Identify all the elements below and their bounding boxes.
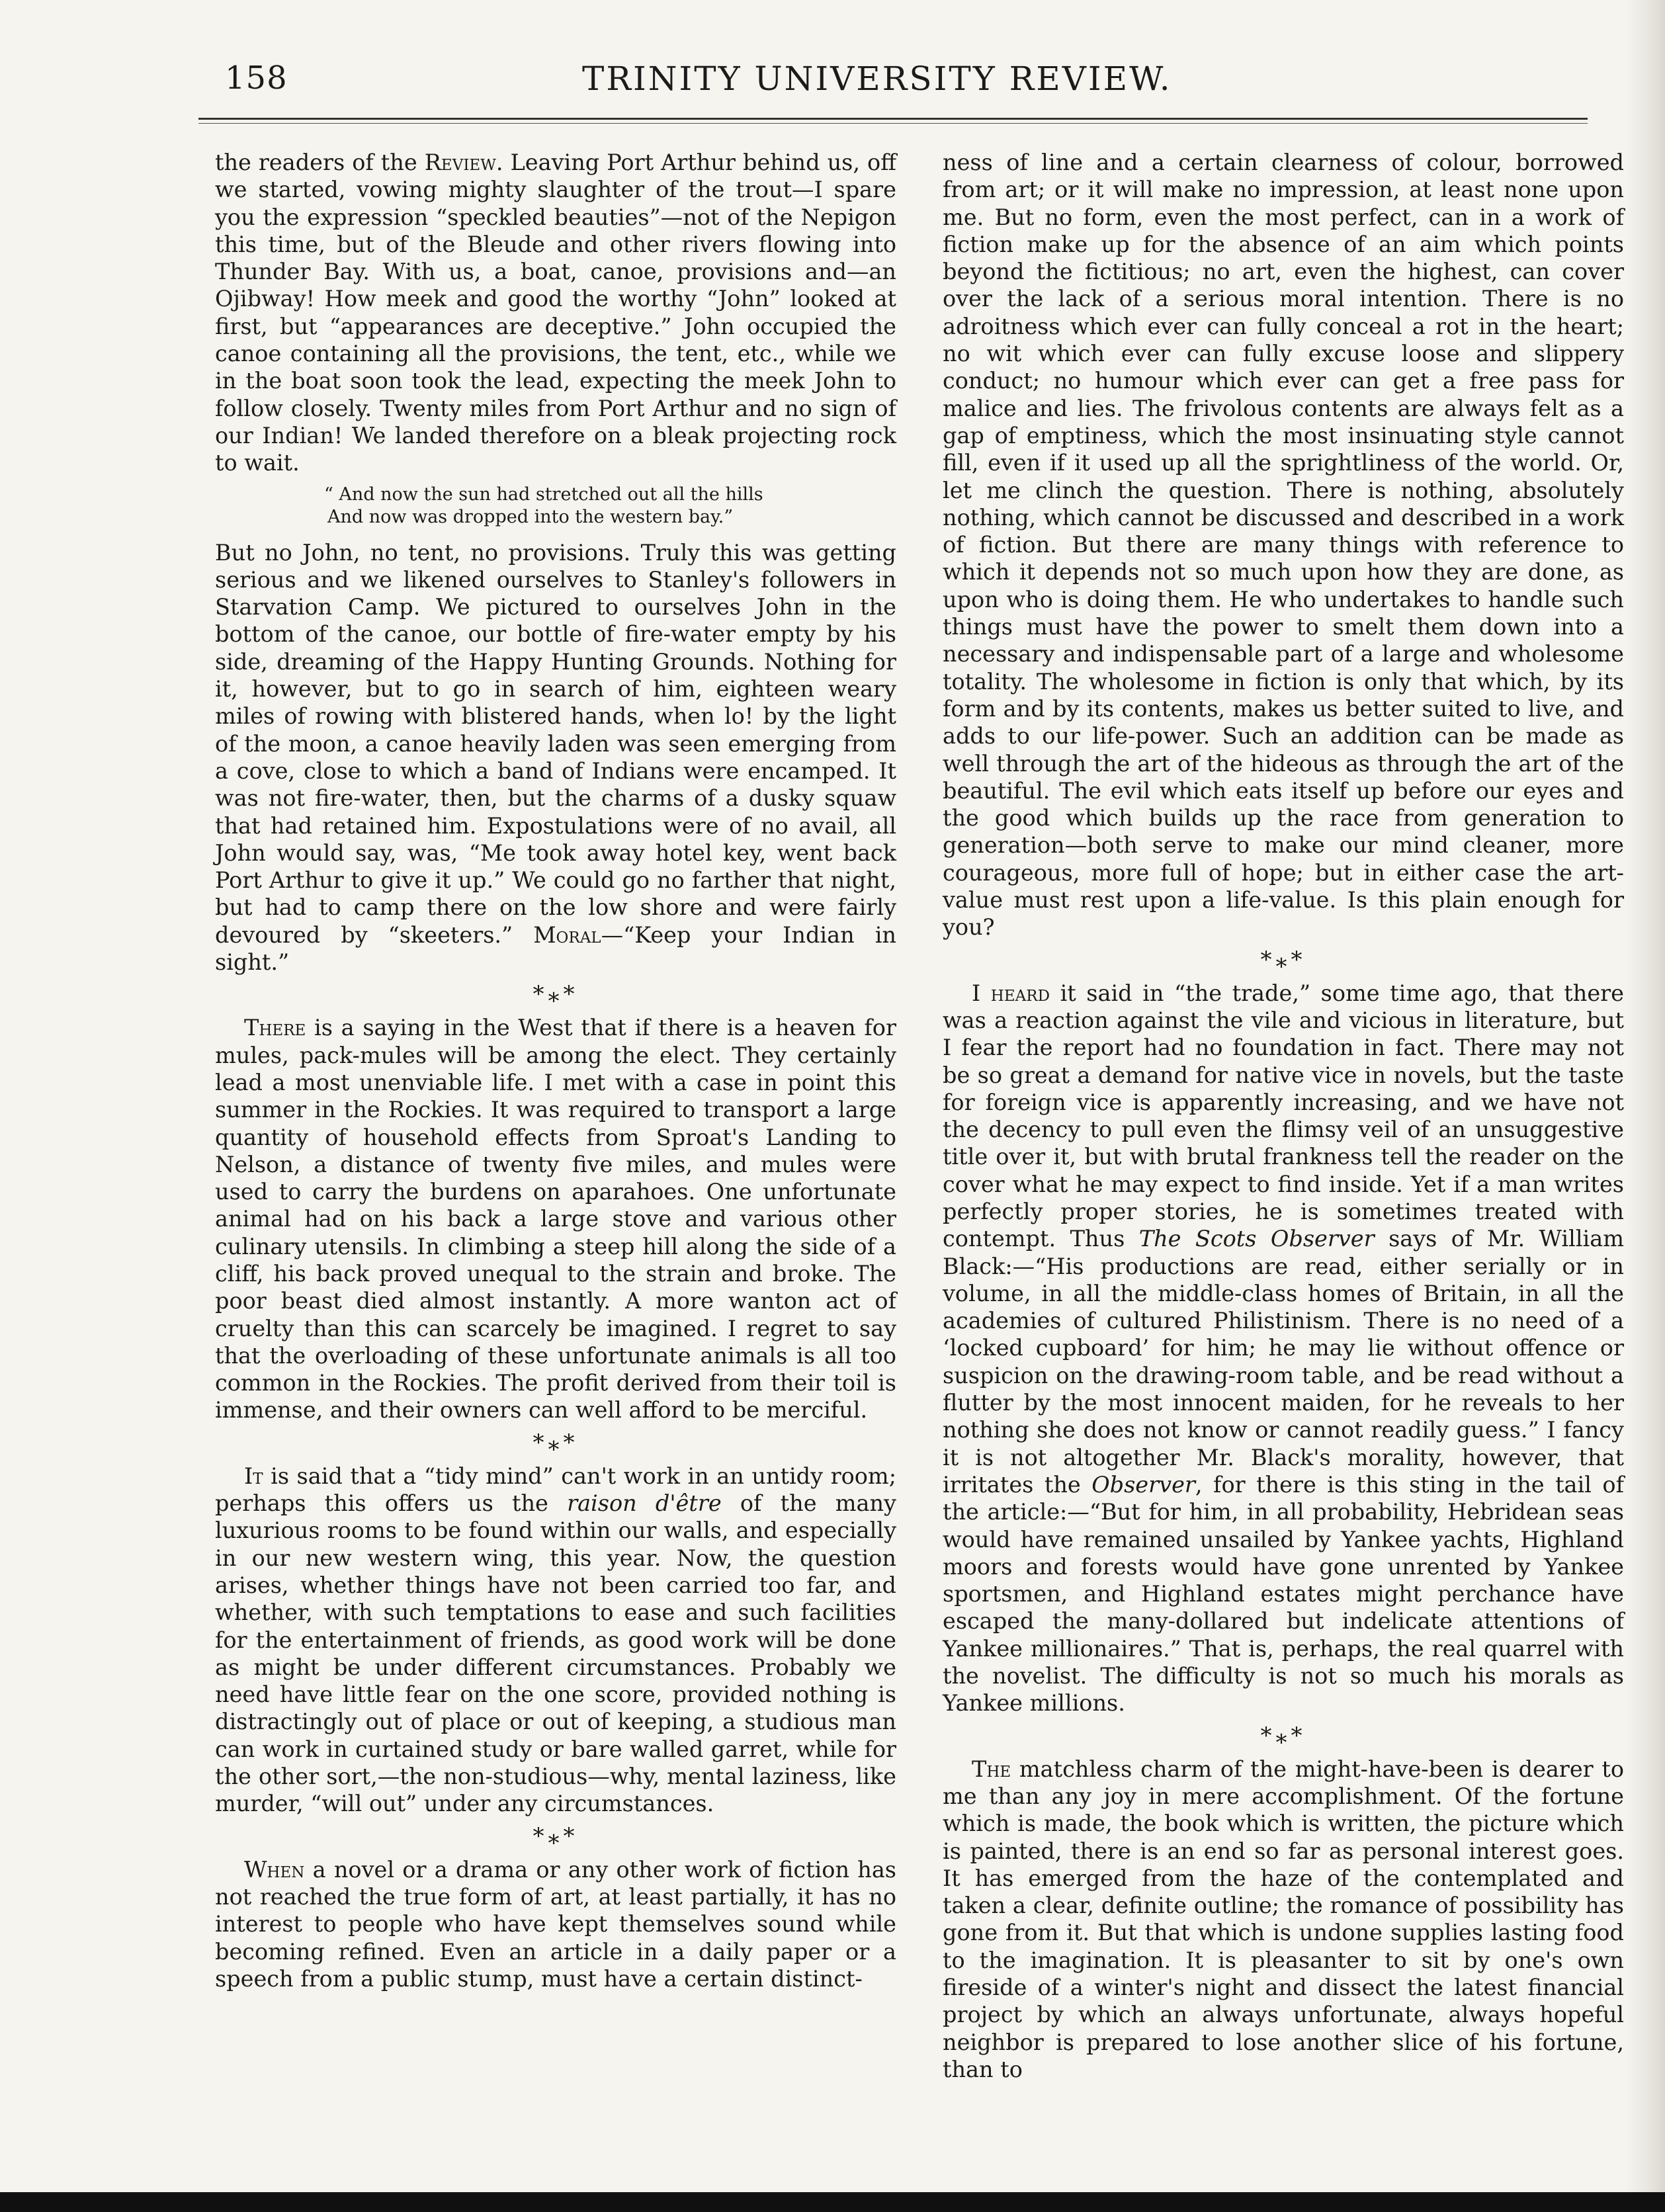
paragraph-fiction-continued: ness of line and a certain clearness of colour, borrowed from art; or it will make no impression, at least none upon me. But no form, even the most perfect, can in a work of fiction make up for the absence of an aim which points beyond the fictitious; no art, even the highest, can cover over the lack of a serious moral intention. There is no adroitness which ever can fully conceal a rot in the heart; no wit which ever can fully excuse loose and slippery conduct; no humour which ever can get a free pass for malice and lies. The frivolous contents are always felt as a gap of emptiness, which the most insinuating style cannot fill, even if it used up all the sprightliness of the world. Or, let me clinch the question. There is nothing, absolutely nothing, which cannot be discussed and described in a work of fiction. But there are many things with reference to which it depends not so much upon how they are done, as upon who is doing them. He who undertakes to handle such things must have the power to smelt them down into a necessary and indispensable part of a large and wholesome totality. The wholesome in fiction is only that which, by its form and by its contents, makes us better suited to live, and adds to our life-power. Such an addition can be made as well through the art of the hideous as through the art of the beautiful. The evil which eats itself up before our eyes and the good which builds up the race from generation to generation—both serve to make our mind cleaner, more courageous, more full of hope; but in either case the art-value must rest upon a life-value. Is this plain enough for you? [943,149,1624,941]
paragraph-mules: There is a saying in the West that if there is a heaven for mules, pack-mules will be among the elect. They certainly lead a most unenviable life. I met with a case in point this summer in the Rockies. It was required to transport a large quantity of household effects from Sproat's Landing to Nelson, a distance of twenty five miles, and mules were used to carry the burdens on aparahoes. One unfortunate animal had on his back a large stove and various other culinary utensils. In climbing a steep hill along the side of a cliff, his back proved unequal to the strain and broke. The poor beast died almost instantly. A more wanton act of cruelty than this can scarcely be imagined. I regret to say that the overloading of these unfortunate animals is all too common in the Rockies. The profit derived from their toil is immense, and their owners can well afford to be merciful. [215,1015,896,1424]
section-asterism: *⁎* [1260,946,1306,973]
paragraph-the-trade: I heard it said in “the trade,” some time ago, that there was a reaction against the vile and vicious in literature, but I fear the report had no foundation in fact. There may not be so great a demand for native vice in novels, but the taste for foreign vice is apparently increasing, and we have not the decency to pull even the flimsy veil of an unsuggestive title over it, but with brutal frankness tell the reader on the cover what he may expect to find inside. Yet if a man writes perfectly proper stories, he is sometimes treated with contempt. Thus The Scots Observer says of Mr. William Black:—“His productions are read, either serially or in volume, in all the middle-class homes of Britain, in all the academies of cultured Philistinism. There is no need of a ‘locked cupboard’ for him; he may lie without offence or suspicion on the drawing-room table, and be read without a flutter by the most innocent maiden, for he reveals to her nothing she does not know or cannot readily guess.” I fancy it is not altogether Mr. Black's morality, however, that irritates the Observer, for there is this sting in the tail of the article:—“But for him, in all probability, Hebridean seas would have remained unsailed by Yankee yachts, Highland moors and forests would have gone unrented by Yankee sportsmen, and Highland estates might perchance have escaped the many-dollared but indelicate attentions of Yankee millionaires.” That is, perhaps, the real quarrel with the novelist. The difficulty is not so much his morals as Yankee millions. [943,980,1625,1717]
section-asterism: *⁎* [533,1822,579,1850]
header-rule-thin [198,123,1588,124]
page-number: 158 [225,60,288,97]
scan-shadow-edge [1625,0,1665,2212]
journal-title: TRINITY UNIVERSITY REVIEW. [582,60,1172,98]
paragraph-john: But no John, no tent, no provisions. Truly this was getting serious and we likened ourselves to Stanley's followers in Starvation Camp. We pictured to ourselves John in the bottom of the canoe, our bottle of fire-water empty by his side, dreaming of the Happy Hunting Grounds. Nothing for it, however, but to go in search of him, eighteen weary miles of rowing with blistered hands, when lo! by the light of the moon, a canoe heavily laden was seen emerging from a cove, close to which a band of Indians were encamped. It was not fire-water, then, but the charms of a dusky squaw that had retained him. Expostulations were of no avail, all John would say, was, “Me took away hotel key, went back Port Arthur to give it up.” We could go no farther that night, but had to camp there on the low shore and were fairly devoured by “skeeters.” Moral—“Keep your Indian in sight.” [215,539,896,976]
verse-line-2: And now was dropped into the western bay.” [327,506,734,527]
header-rule [198,118,1588,120]
paragraph-port-arthur: the readers of the Review. Leaving Port Arthur behind us, off we started, vowing mighty slaughter of the trout—I spare you the expression “speckled beauties”—not of the Nepigon this time, but of the Bleude and other rivers flowing into Thunder Bay. With us, a boat, canoe, provisions and—an Ojibway! How meek and good the worthy “John” looked at first, but “appearances are deceptive.” John occupied the canoe containing all the provisions, the tent, etc., while we in the boat soon took the lead, expecting the meek John to follow closely. Twenty miles from Port Arthur and no sign of our Indian! We landed therefore on a bleak projecting rock to wait. [215,149,896,476]
section-asterism: *⁎* [533,1429,579,1456]
left-column [215,149,896,1992]
scan-bottom-edge [0,2192,1665,2212]
paragraph-might-have-been: The matchless charm of the might-have-been is dearer to me than any joy in mere accomplishment. Of the fortune which is made, the book which is written, the picture which is painted, there is an end so far as personal interest goes. It has emerged from the haze of the contemplated and taken a clear, definite outline; the romance of possibility has gone from it. But that which is undone supplies lasting food to the imagination. It is pleasanter to sit by one's own fireside of a winter's night and dissect the latest financial project by which an always unfortunate, always hopeful neighbor is prepared to lose another slice of his fortune, than to [943,1756,1624,2082]
paragraph-fiction: When a novel or a drama or any other work of fiction has not reached the true form of art, at least partially, it has no interest to people who have kept themselves sound while becoming refined. Even an article in a daily paper or a speech from a public stump, must have a certain distinct- [215,1856,896,1992]
verse-line-1: “ And now the sun had stretched out all the hills [324,484,763,505]
page-header [0,60,1665,119]
paragraph-tidy-mind: It is said that a “tidy mind” can't work in an untidy room; perhaps this offers us the raison d'être of the many luxurious rooms to be found within our walls, and especially in our new western wing, this year. Now, the question arises, whether things have not been carried too far, and whether, with such temptations to ease and such facilities for the entertainment of friends, as good work will be done as might be under different circumstances. Probably we need have little fear on the one score, provided nothing is distractingly out of place or out of keeping, a studious man can work in curtained study or bare walled garret, while for the other sort,—the non-studious—why, mental laziness, like murder, “will out” under any circumstances. [215,1463,896,1817]
section-asterism: *⁎* [533,981,579,1008]
section-asterism: *⁎* [1260,1722,1306,1749]
verse-quotation [215,484,896,529]
right-column [943,149,1624,2083]
